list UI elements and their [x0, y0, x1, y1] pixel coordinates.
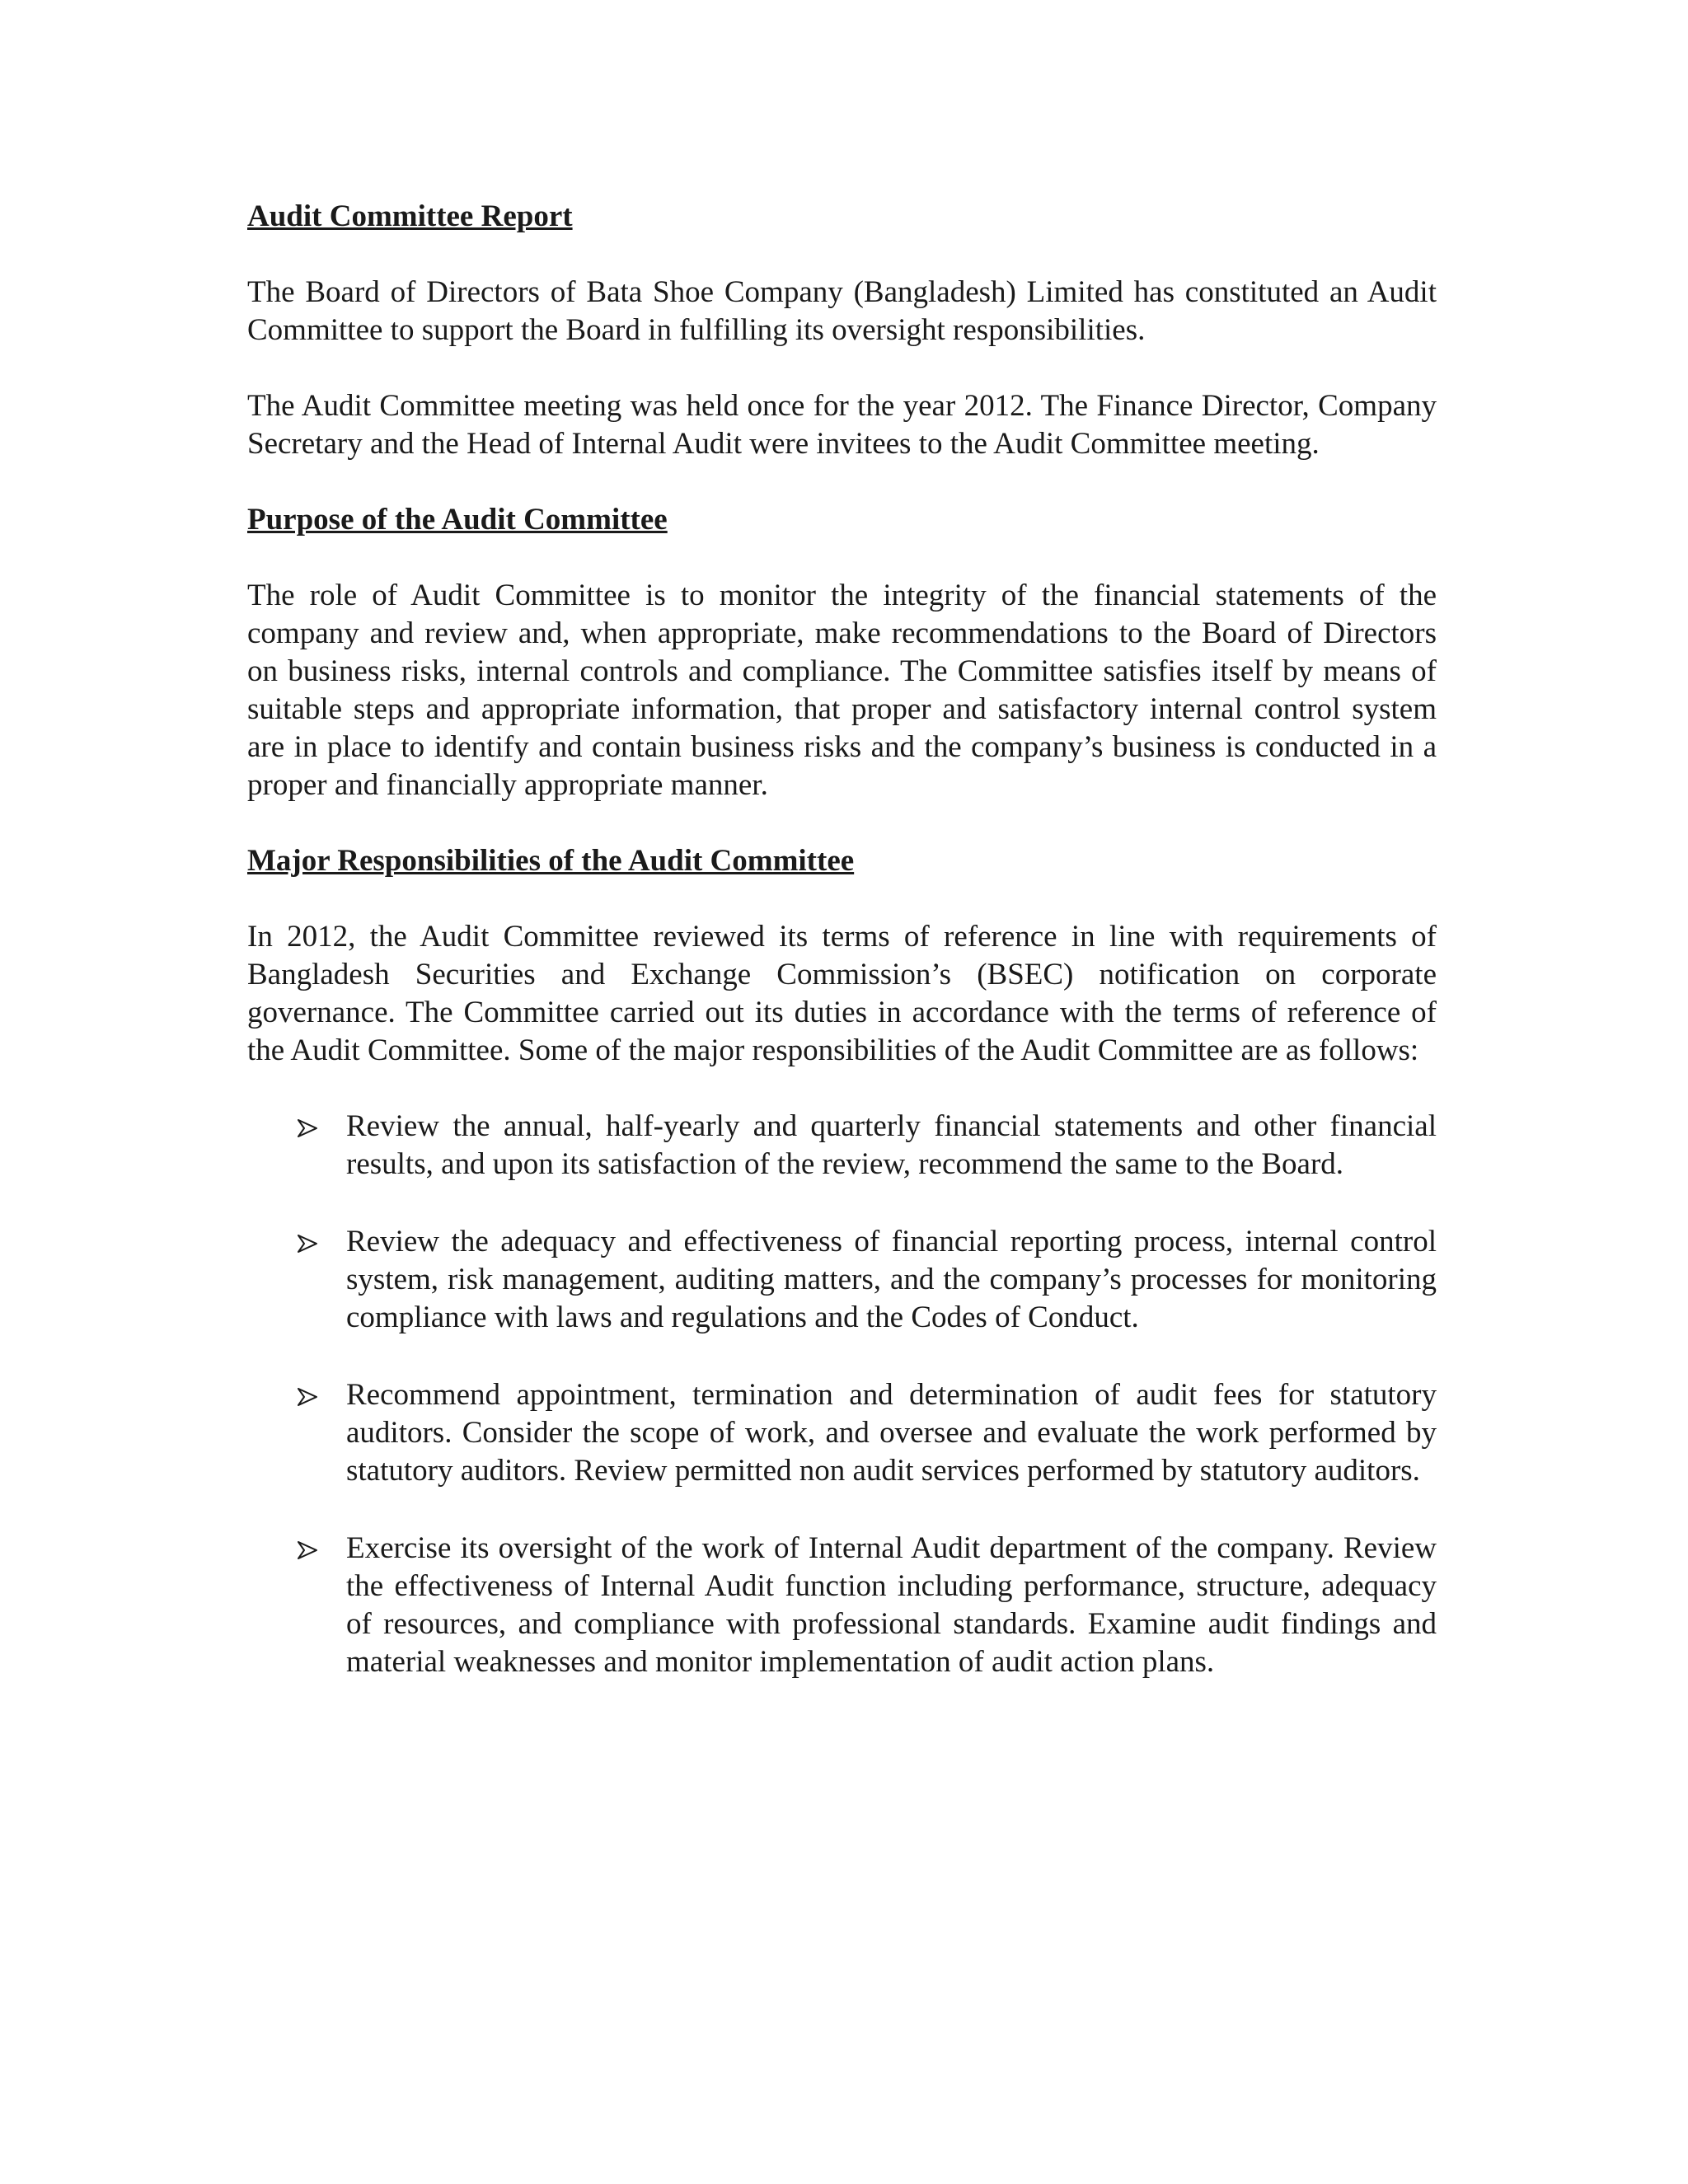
- responsibilities-list: [247, 1108, 1437, 1681]
- list-item: [247, 1223, 1437, 1337]
- responsibilities-paragraph: In 2012, the Audit Committee reviewed its terms of reference in line with requirements of Bangladesh Securities and Exchange Commission’s (BSEC) notification on corporate governance. The Committee carried out its duties in accordance with the terms of reference of the Audit Committee. Some of the major responsibilities of the Audit Committee are as follows:: [247, 920, 1437, 1067]
- document-page: [247, 198, 1437, 1721]
- arrowhead-bullet-icon: [298, 1388, 317, 1406]
- arrowhead-bullet-icon: [298, 1235, 317, 1253]
- list-item: [247, 1376, 1437, 1490]
- page-title: Audit Committee Report: [247, 199, 573, 233]
- responsibilities-heading: Major Responsibilities of the Audit Committee: [247, 844, 855, 878]
- list-item: [247, 1530, 1437, 1681]
- purpose-paragraph: The role of Audit Committee is to monitor the integrity of the financial statements of the company and review and, when appropriate, make recommendations to the Board of Directors on business risks, internal controls and compliance. The Committee satisfies itself by means of suitable steps and appropriate information, that proper and satisfactory internal control system are in place to identify and contain business risks and the company’s business is conducted in a proper and financially appropriate manner.: [247, 579, 1437, 802]
- list-item-text: Review the adequacy and effectiveness of financial reporting process, internal control system, risk management, auditing matters, and the company’s processes for monitoring compliance with laws and regulations and the Codes of Conduct.: [346, 1225, 1437, 1334]
- list-item-text: Exercise its oversight of the work of Internal Audit department of the company. Review the effectiveness of Internal Audit function including performance, structure, adequacy of resources, and compliance with professional standards. Examine audit findings and material weaknesses and monitor implementation of audit action plans.: [346, 1531, 1437, 1679]
- purpose-heading: Purpose of the Audit Committee: [247, 503, 668, 537]
- arrowhead-bullet-icon: [298, 1541, 317, 1559]
- list-item-text: Review the annual, half-yearly and quarterly financial statements and other financial results, and upon its satisfaction of the review, recommend the same to the Board.: [346, 1109, 1437, 1181]
- intro-paragraph-1: The Board of Directors of Bata Shoe Company (Bangladesh) Limited has constituted an Audit Committee to support the Board in fulfilling its oversight responsibilities.: [247, 275, 1437, 347]
- intro-paragraph-2: The Audit Committee meeting was held once for the year 2012. The Finance Director, Company Secretary and the Head of Internal Audit were invitees to the Audit Committee meeting.: [247, 389, 1437, 461]
- list-item-text: Recommend appointment, termination and determination of audit fees for statutory auditors. Consider the scope of work, and oversee and evaluate the work performed by statutory auditors. Review permitted non audit services performed by statutory auditors.: [346, 1378, 1437, 1488]
- list-item: [247, 1108, 1437, 1183]
- arrowhead-bullet-icon: [298, 1119, 317, 1137]
